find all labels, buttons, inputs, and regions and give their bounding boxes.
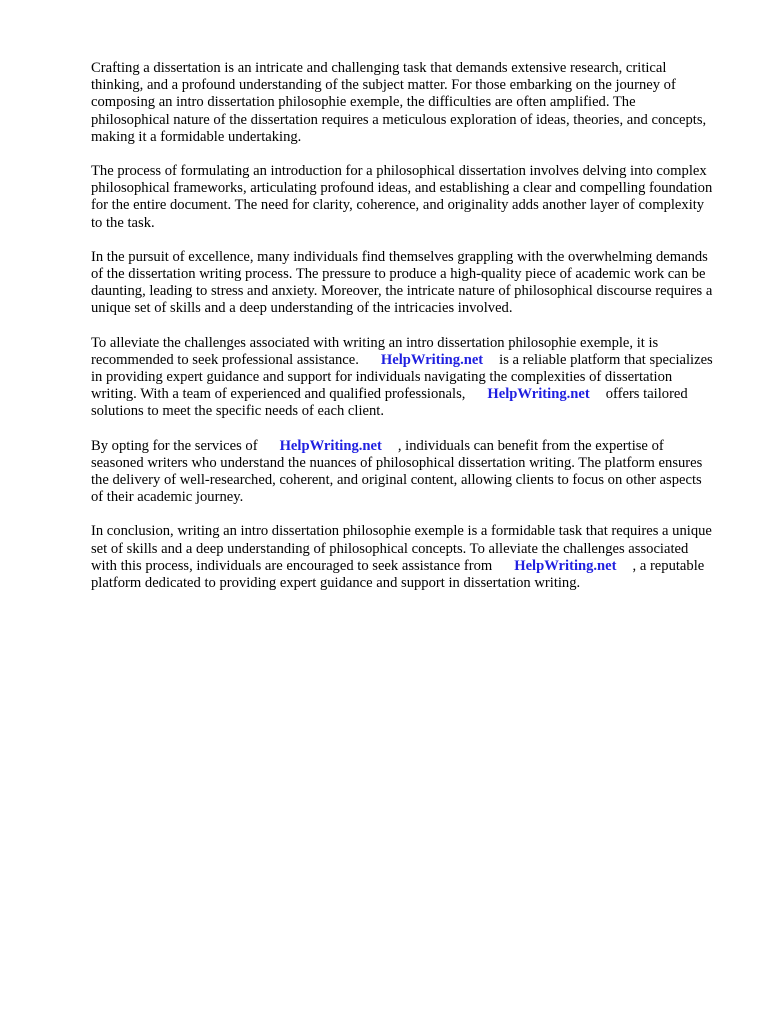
paragraph-alleviate xyxy=(91,335,713,421)
paragraph-alleviate-text-c: offers tailored solutions to meet the specific needs of each client. xyxy=(91,386,688,420)
paragraph-intro xyxy=(91,60,713,146)
paragraph-intro-text: Crafting a dissertation is an intricate and challenging task that demands extensive research, critical thinking, and a profound understanding of the subject matter. For those embarking on the journey of composing an intro dissertation philosophie exemple, the difficulties are often amplified. The philosophical nature of the dissertation requires a meticulous exploration of ideas, theories, and concepts, making it a formidable undertaking. xyxy=(91,60,707,145)
paragraph-opting-text-a: By opting for the services of xyxy=(91,437,258,454)
helpwriting-link-4[interactable]: HelpWriting.net xyxy=(514,557,617,574)
paragraph-conclusion-text-a: In conclusion, writing an intro dissertation philosophie exemple is a formidable task that requires a unique set of skills and a deep understanding of philosophical concepts. To alleviate the challenges associated with this process, individuals are encouraged to seek assistance from xyxy=(91,523,712,574)
paragraph-alleviate-text-a: To alleviate the challenges associated with writing an intro dissertation philosophie exemple, it is recommended to seek professional assistance. xyxy=(91,334,659,368)
paragraph-process xyxy=(91,163,713,232)
paragraph-opting-text-b: , individuals can benefit from the expertise of seasoned writers who understand the nuances of philosophical dissertation writing. The platform ensures the delivery of well-researched, coherent, and original content, allowing clients to focus on other aspects of their academic journey. xyxy=(91,437,703,506)
document-body xyxy=(91,60,713,609)
helpwriting-link-1[interactable]: HelpWriting.net xyxy=(380,351,484,368)
paragraph-conclusion-text-b: , a reputable platform dedicated to providing expert guidance and support in dissertation writing. xyxy=(91,557,705,592)
helpwriting-link-2[interactable]: HelpWriting.net xyxy=(487,386,590,403)
paragraph-process-text: The process of formulating an introduction for a philosophical dissertation involves delving into complex philosophical frameworks, articulating profound ideas, and establishing a clear and compelling foundation for the entire document. The need for clarity, coherence, and originality adds another layer of complexity to the task. xyxy=(91,163,713,231)
paragraph-pursuit-text: In the pursuit of excellence, many individuals find themselves grappling with the overwhelming demands of the dissertation writing process. The pressure to produce a high-quality piece of academic work can be daunting, leading to stress and anxiety. Moreover, the intricate nature of philosophical discourse requires a unique set of skills and a deep understanding of the intricacies involved. xyxy=(91,248,713,317)
paragraph-conclusion xyxy=(91,523,713,592)
helpwriting-link-3[interactable]: HelpWriting.net xyxy=(279,437,382,454)
paragraph-pursuit xyxy=(91,249,713,318)
paragraph-alleviate-text-b: is a reliable platform that specializes in providing expert guidance and support for individuals navigating the complexities of dissertation writing. With a team of experienced and qualified professionals, xyxy=(91,351,713,403)
paragraph-opting xyxy=(91,438,713,507)
